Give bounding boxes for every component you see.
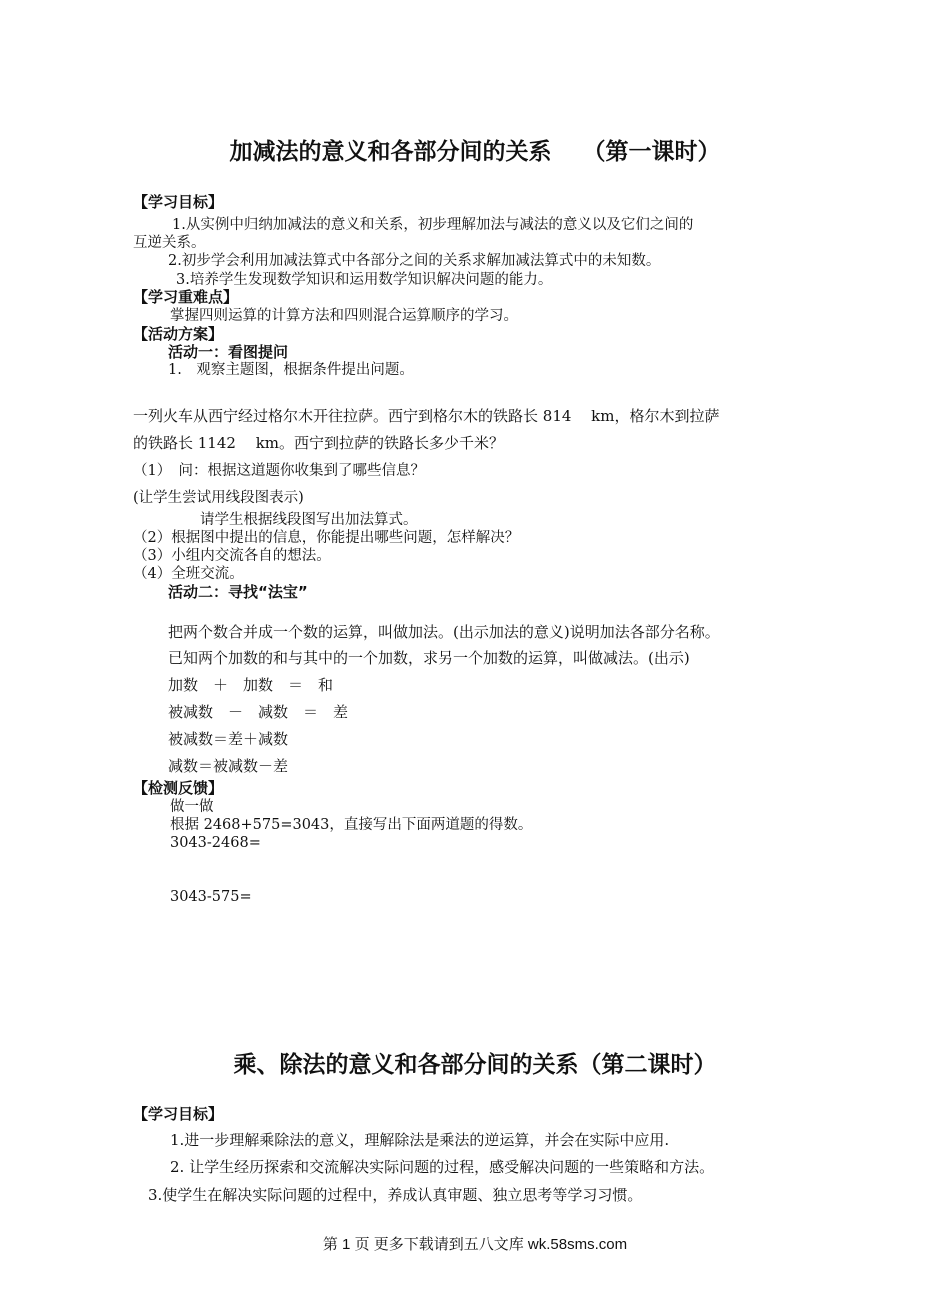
activity2-heading: 活动二：寻找“法宝” — [168, 583, 308, 601]
lesson1-goal-1: 1.从实例中归纳加减法的意义和关系，初步理解加法与减法的意义以及它们之间的 — [172, 217, 694, 233]
question-1-task: 请学生根据线段图写出加法算式。 — [200, 512, 418, 528]
lesson2-goal-1: 1.进一步理解乘除法的意义，理解除法是乘法的逆运算，并会在实际中应用. — [170, 1131, 670, 1149]
lesson1-feedback-heading: 【检测反馈】 — [133, 779, 224, 797]
question-2: （2）根据图中提出的信息，你能提出哪些问题，怎样解决？ — [133, 530, 520, 546]
problem-line-1: 一列火车从西宁经过格尔木开往拉萨。西宁到格尔木的铁路长 814 km，格尔木到拉萨 — [133, 407, 720, 425]
lesson2-goal-2: 2. 让学生经历探索和交流解决实际问题的过程，感受解决问题的一些策略和方法。 — [170, 1158, 715, 1176]
feedback-line-1: 做一做 — [170, 799, 214, 815]
lesson1-key-heading: 【学习重难点】 — [133, 288, 239, 306]
question-3: （3）小组内交流各自的想法。 — [133, 548, 331, 564]
formula-subtrahend: 减数＝被减数－差 — [168, 757, 289, 775]
problem-line-2: 的铁路长 1142 km。西宁到拉萨的铁路长多少千米？ — [133, 434, 505, 452]
lesson1-goals-heading: 【学习目标】 — [133, 193, 224, 211]
lesson2-goals-heading: 【学习目标】 — [133, 1105, 224, 1123]
question-4: （4）全班交流。 — [133, 566, 244, 582]
feedback-line-3: 3043-2468= — [170, 835, 261, 851]
formula-subtraction: 被减数 － 减数 ＝ 差 — [168, 703, 349, 721]
lesson1-title: 加减法的意义和各部分间的关系 （第一课时） — [229, 139, 721, 165]
lesson1-goal-2: 2.初步学会利用加减法算式中各部分之间的关系求解加减法算式中的未知数。 — [168, 253, 661, 269]
formula-minuend: 被减数＝差＋减数 — [168, 730, 289, 748]
lesson1-goal-1-cont: 互逆关系。 — [133, 235, 206, 251]
activity1-step: 1. 观察主题图，根据条件提出问题。 — [168, 362, 414, 378]
lesson2-goal-3: 3.使学生在解决实际问题的过程中，养成认真审题、独立思考等学习习惯。 — [148, 1186, 643, 1204]
feedback-line-2: 根据 2468+575=3043，直接写出下面两道题的得数。 — [170, 817, 533, 833]
question-1: （1） 问：根据这道题你收集到了哪些信息？ — [133, 463, 425, 479]
page-footer: 第 1 页 更多下载请到五八文库 wk.58sms.com — [322, 1236, 628, 1253]
activity1-heading: 活动一：看图提问 — [168, 343, 289, 361]
activity2-line-1: 把两个数合并成一个数的运算，叫做加法。(出示加法的意义)说明加法各部分名称。 — [168, 623, 720, 641]
lesson2-title: 乘、除法的意义和各部分间的关系（第二课时） — [233, 1052, 717, 1078]
lesson1-plan-heading: 【活动方案】 — [133, 325, 224, 343]
lesson1-goal-3: 3.培养学生发现数学知识和运用数学知识解决问题的能力。 — [176, 272, 553, 288]
formula-addition: 加数 ＋ 加数 ＝ 和 — [168, 676, 334, 694]
lesson1-key-text: 掌握四则运算的计算方法和四则混合运算顺序的学习。 — [170, 308, 518, 324]
activity2-line-2: 已知两个加数的和与其中的一个加数，求另一个加数的运算，叫做减法。(出示) — [168, 649, 690, 667]
feedback-line-4: 3043-575= — [170, 889, 252, 905]
question-1-note: (让学生尝试用线段图表示) — [133, 490, 304, 506]
